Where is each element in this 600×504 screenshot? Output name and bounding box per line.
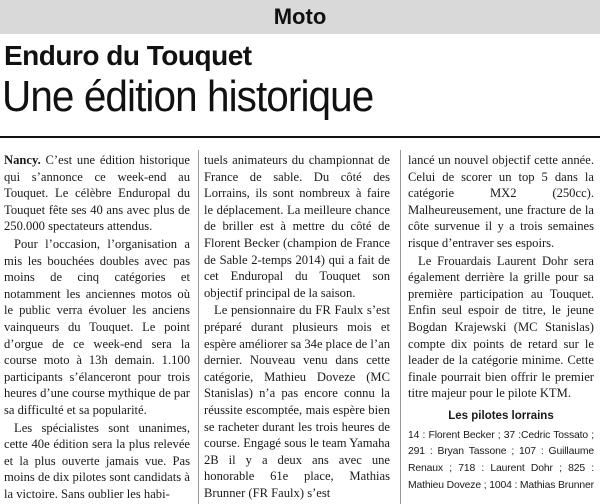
article-paragraph: tuels animateurs du championnat de France de sable. Du côté des Lorrains, ils sont nombreux à faire le déplacement. La meilleure chance de briller est à mettre du côté de Florent Becker (champion de France de Sable 2-temps 2014) qui a fait de cet Enduropal du Touquet son objectif principal de la saison.	[204, 153, 390, 300]
article-paragraph: Les spécialistes sont unanimes, cette 40e édition sera la plus relevée et la plus ouverte jamais vue. Pas moins de dix pilotes sont candidats à la victoire. Sans oublier les habi-	[4, 420, 190, 501]
headline-rule	[0, 136, 600, 138]
article-paragraph: Pour l’occasion, l’organisation a mis les bouchées doubles avec pas moins de cinq catégories et notamment les anciennes motos où le public verra évoluer les anciens vainqueurs du Touquet. Le point d’orgue de ce week-end sera la course moto à 13h demain. 1.100 participants s’élanceront pour trois heures d’une course mythique de par sa difficulté et sa popularité.	[4, 236, 190, 417]
riders-box-list: 14 : Florent Becker ; 37 :Cedric Tossato ; 291 : Bryan Tassone ; 107 : Guillaume Renaux ; 718 : Laurent Dohr ; 825 : Mathieu Doveze ; 1004 : Mathias Brunner	[408, 429, 594, 491]
article-lede: Nancy.	[4, 153, 41, 167]
article-column-1	[4, 152, 190, 503]
article-paragraph: Le Frouardais Laurent Dohr sera également derrière la grille pour sa première participation au Touquet. Enfin seul espoir de titre, le jeune Bogdan Krajewski (MC Stanislas) compte dix points de retard sur le leader de la catégorie minime. Cette finale pourrait bien offrir le premier titre majeur pour le pilote KTM.	[408, 253, 594, 401]
article-paragraph	[4, 152, 190, 235]
article-column-3	[408, 152, 594, 495]
article-paragraph: lancé un nouvel objectif cette année. Celui de scorer un top 5 dans la catégorie MX2 (250cc). Malheureusement, une fracture de la côte survenue il y a trois semaines risque d’entraver ses espoirs.	[408, 153, 594, 250]
column-divider	[400, 150, 401, 504]
paragraph-text: C’est une édition historique qui s’annonce ce week-end au Touquet. Le célèbre Enduropal du Touquet fête ses 40 ans avec plus de 250.000 spectateurs attendus.	[4, 153, 190, 234]
article-kicker: Enduro du Touquet	[4, 40, 252, 71]
riders-box-title: Les pilotes lorrains	[448, 409, 554, 422]
article-column-2	[204, 152, 390, 502]
article-headline: Une édition historique	[2, 72, 374, 121]
section-rubric: Moto	[0, 0, 600, 34]
column-divider	[198, 150, 199, 504]
article-paragraph: Le pensionnaire du FR Faulx s’est préparé durant plusieurs mois et espère améliorer sa 34e place de l’an dernier. Nouveau venu dans cette catégorie, Mathieu Doveze (MC Stanislas) n’a pas encore connu la réussite escomptée, mais espère bien se racheter durant les trois heures de course. Engagé sous le team Yamaha 2B il y a deux ans avec une honorable 61e place, Mathias Brunner (FR Faulx) s’est	[204, 303, 391, 500]
